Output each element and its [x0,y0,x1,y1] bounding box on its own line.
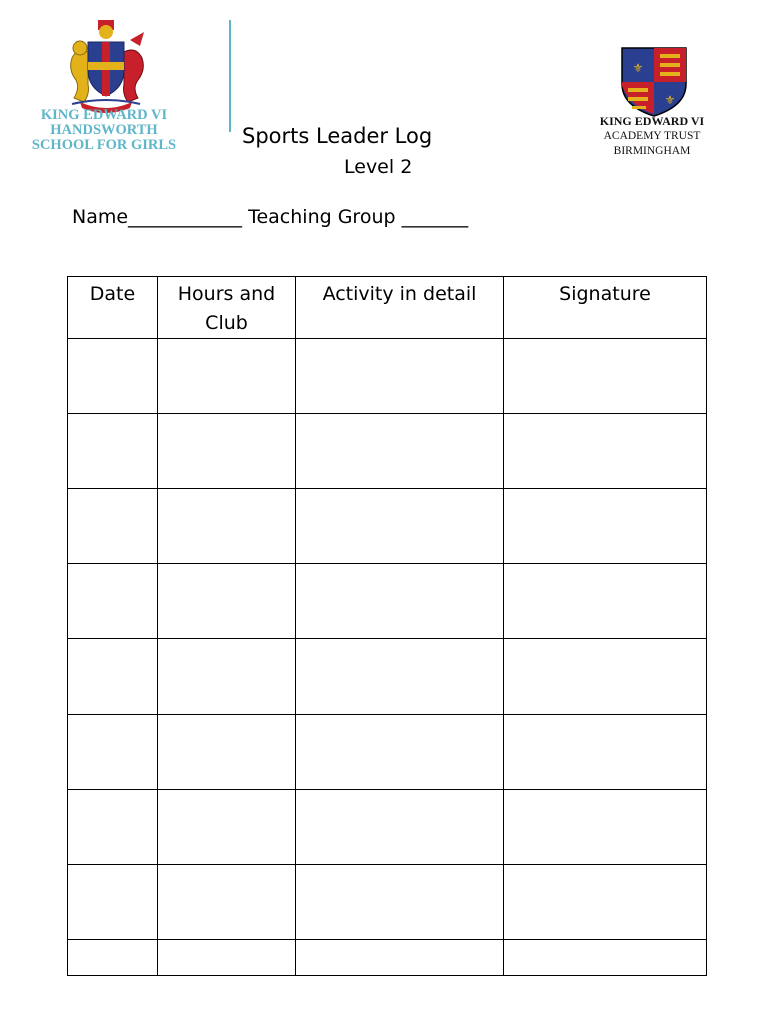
table-cell[interactable] [68,564,158,639]
page-subtitle: Level 2 [344,156,413,178]
table-row [68,714,707,789]
trust-name-line: KING EDWARD VI [599,114,705,128]
table-cell[interactable] [504,789,707,864]
table-cell[interactable] [296,489,504,564]
table-row [68,789,707,864]
academy-trust-name [582,114,722,159]
table-cell[interactable] [158,489,296,564]
table-cell[interactable] [158,564,296,639]
table-cell[interactable] [68,864,158,939]
column-header-date: Date [68,277,158,339]
table-cell[interactable] [158,939,296,975]
table-cell[interactable] [158,339,296,414]
header-divider [229,20,231,132]
column-header-hours-club: Hours and Club [158,277,296,339]
school-name-line: KING EDWARD VI [40,107,168,123]
table-cell[interactable] [158,789,296,864]
svg-text:⚜: ⚜ [632,61,644,75]
trust-name-line: ACADEMY TRUST [603,130,701,142]
table-cell[interactable] [296,939,504,975]
column-header-signature: Signature [504,277,707,339]
table-row [68,864,707,939]
table-row [68,939,707,975]
table-cell[interactable] [158,714,296,789]
page-title: Sports Leader Log [242,124,433,148]
table-cell[interactable] [158,414,296,489]
trust-name-line: BIRMINGHAM [613,145,691,157]
table-cell[interactable] [68,414,158,489]
table-cell[interactable] [158,864,296,939]
table-cell[interactable] [504,714,707,789]
table-row [68,489,707,564]
table-cell[interactable] [296,339,504,414]
table-cell[interactable] [296,789,504,864]
table-cell[interactable] [158,639,296,714]
table-cell[interactable] [296,639,504,714]
table-cell[interactable] [504,414,707,489]
table-cell[interactable] [504,939,707,975]
table-cell[interactable] [68,489,158,564]
table-cell[interactable] [68,339,158,414]
name-teaching-group-field[interactable]: Name____________ Teaching Group _______ [72,206,469,228]
school-name-line: HANDSWORTH [50,122,158,138]
table-cell[interactable] [68,639,158,714]
table-row [68,339,707,414]
table-cell[interactable] [504,864,707,939]
handsworth-school-name [18,108,190,153]
school-name-line: SCHOOL FOR GIRLS [31,137,177,153]
table-cell[interactable] [504,339,707,414]
table-cell[interactable] [296,414,504,489]
table-row [68,414,707,489]
academy-trust-shield-icon [618,46,690,118]
table-cell[interactable] [296,864,504,939]
table-cell[interactable] [504,639,707,714]
table-cell[interactable] [296,564,504,639]
table-cell[interactable] [68,939,158,975]
table-header-row [68,277,707,339]
table-cell[interactable] [296,714,504,789]
table-cell[interactable] [504,564,707,639]
table-cell[interactable] [504,489,707,564]
svg-text:⚜: ⚜ [664,93,676,107]
table-cell[interactable] [68,714,158,789]
column-header-activity: Activity in detail [296,277,504,339]
table-cell[interactable] [68,789,158,864]
table-row [68,639,707,714]
sports-log-table [67,276,707,976]
handsworth-crest-icon [58,18,154,116]
table-row [68,564,707,639]
